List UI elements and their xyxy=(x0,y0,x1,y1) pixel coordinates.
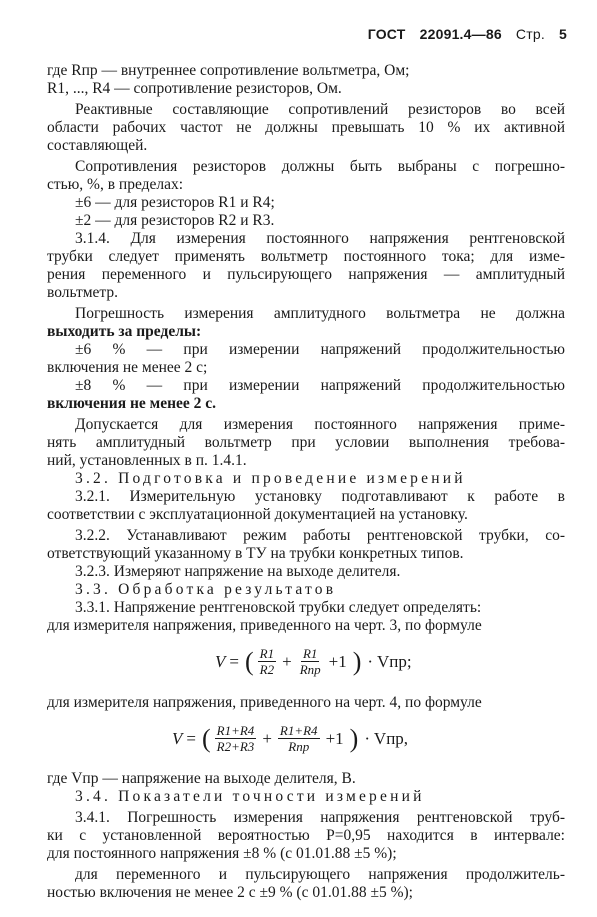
formula-plus-one: +1 xyxy=(325,728,344,748)
formula-lhs: V xyxy=(215,651,226,671)
section-heading: 3.3. Обработка результатов xyxy=(75,581,337,598)
text-line: ±6 % — при измерении напряжений продолжительностью xyxy=(75,341,565,358)
text-line: 3.2.1. Измерительную установку подготавливают к работе в xyxy=(75,488,565,505)
text-line: где Vпр — напряжение на выходе делителя, В. xyxy=(47,770,356,787)
section-heading: 3.4. Показатели точности измерений xyxy=(75,788,425,805)
page-header xyxy=(358,26,567,42)
fraction-denominator: R2 xyxy=(259,662,275,677)
header-gost: ГОСТ xyxy=(367,26,406,42)
text-line: R1, ..., R4 — сопротивление резисторов, Ом. xyxy=(47,80,342,97)
header-page-number: 5 xyxy=(559,26,567,42)
text-line: для переменного и пульсирующего напряжения продолжитель- xyxy=(75,866,565,883)
text-line: 3.2.3. Измеряют напряжение на выходе делителя. xyxy=(75,563,401,580)
text-line: для постоянного напряжения ±8 % (с 01.01.88 ±5 %); xyxy=(47,845,397,862)
text-line: соответствии с эксплуатационной документацией на установку. xyxy=(47,506,468,523)
text-line: составляющей. xyxy=(47,137,148,154)
fraction-numerator: R1+R4 xyxy=(216,723,255,738)
formula-tail: · Vпр; xyxy=(367,651,412,671)
formula-fraction xyxy=(258,646,276,677)
formula-lhs: V xyxy=(172,728,183,748)
text-line: области рабочих частот не должны превышать 10 % их активной xyxy=(47,119,565,136)
text-line: где Rпр — внутреннее сопротивление вольтметра, Ом; xyxy=(47,62,410,79)
text-line: 3.1.4. Для измерения постоянного напряжения рентгеновской xyxy=(75,230,565,247)
text-line: ответствующий указанному в ТУ на трубки конкретных типов. xyxy=(47,545,464,562)
fraction-numerator: R1 xyxy=(259,646,275,661)
formula-plus: + xyxy=(262,728,272,748)
text-line: трубки следует применять вольтметр постоянного тока; для изме- xyxy=(47,248,565,265)
text-line: вольтметр. xyxy=(47,284,119,301)
formula-paren-close: ) xyxy=(349,723,359,753)
text-line: для измерителя напряжения, приведенного на черт. 3, по формуле xyxy=(47,617,482,634)
text-line: Погрешность измерения амплитудного вольтметра не должна xyxy=(75,305,565,322)
text-line: нять амплитудный вольтметр при условии выполнения требова- xyxy=(47,434,565,451)
text-line: ностью включения не менее 2 с ±9 % (с 01.01.88 ±5 %); xyxy=(47,884,413,901)
formula-paren-close: ) xyxy=(352,646,362,676)
formula-tail: · Vпр, xyxy=(364,728,409,748)
text-line: рения переменного и пульсирующего напряжения — амплитудный xyxy=(47,266,565,283)
fraction-denominator: R2+R3 xyxy=(216,739,255,754)
formula-fraction xyxy=(298,646,323,677)
formula-equals: = xyxy=(186,728,196,748)
formula-2 xyxy=(172,723,412,754)
text-line: ±2 — для резисторов R2 и R3. xyxy=(75,212,275,229)
formula-equals: = xyxy=(229,651,239,671)
formula-fraction xyxy=(215,723,257,754)
text-line: ±8 % — при измерении напряжений продолжительностью xyxy=(75,377,565,394)
section-heading: 3.2. Подготовка и проведение измерений xyxy=(75,470,466,487)
text-line: ки с установленной вероятностью P=0,95 находится в интервале: xyxy=(47,827,565,844)
text-line: для измерителя напряжения, приведенного на черт. 4, по формуле xyxy=(47,694,482,711)
formula-plus-one: +1 xyxy=(328,651,347,671)
text-line: Допускается для измерения постоянного напряжения приме- xyxy=(75,416,565,433)
text-line: включения не менее 2 с; xyxy=(47,359,208,376)
fraction-denominator: Rпр xyxy=(288,739,310,754)
text-line: включения не менее 2 с. xyxy=(47,395,217,412)
formula-paren-open: ( xyxy=(201,723,211,753)
text-line: стью, %, в пределах: xyxy=(47,176,184,193)
text-line: ±6 — для резисторов R1 и R4; xyxy=(75,194,275,211)
text-line: Сопротивления резисторов должны быть выбраны с погрешно- xyxy=(75,158,565,175)
fraction-numerator: R1 xyxy=(302,646,318,661)
formula-fraction xyxy=(278,723,320,754)
text-line: 3.3.1. Напряжение рентгеновской трубки следует определять: xyxy=(75,599,482,616)
text-line: 3.2.2. Устанавливают режим работы рентгеновской трубки, со- xyxy=(75,527,565,544)
header-page-word: Стр. xyxy=(515,26,545,42)
text-line: выходить за пределы: xyxy=(47,323,202,340)
text-line: 3.4.1. Погрешность измерения напряжения рентгеновской труб- xyxy=(75,809,565,826)
formula-plus: + xyxy=(282,651,292,671)
formula-1 xyxy=(215,646,416,677)
text-line: ний, установленных в п. 1.4.1. xyxy=(47,452,247,469)
fraction-numerator: R1+R4 xyxy=(279,723,318,738)
header-standard-number: 22091.4—86 xyxy=(419,26,502,42)
text-line: Реактивные составляющие сопротивлений резисторов во всей xyxy=(75,101,565,118)
fraction-denominator: Rпр xyxy=(299,662,321,677)
formula-paren-open: ( xyxy=(244,646,254,676)
